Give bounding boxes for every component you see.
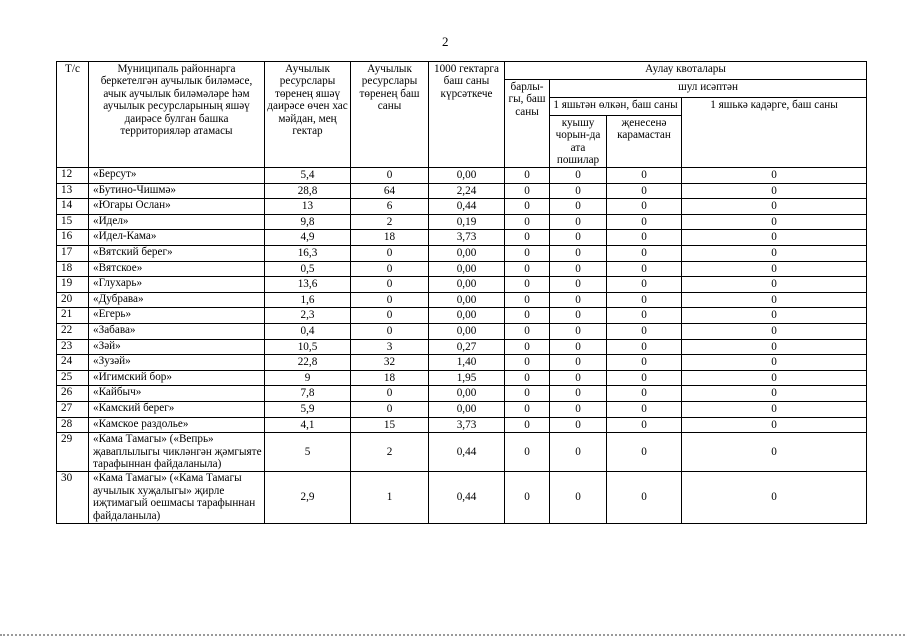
table-row (57, 386, 867, 402)
area-value: 13 (265, 199, 351, 215)
quota-total: 0 (505, 433, 550, 472)
count-value: 1 (351, 472, 429, 524)
scan-edge-divider (0, 634, 905, 636)
table-row (57, 183, 867, 199)
area-value: 28,8 (265, 183, 351, 199)
quota-males: 0 (550, 277, 607, 293)
count-value: 0 (351, 245, 429, 261)
quota-no-sex: 0 (607, 370, 682, 386)
count-value: 0 (351, 277, 429, 293)
quota-total: 0 (505, 401, 550, 417)
row-number: 16 (57, 230, 89, 246)
count-value: 18 (351, 370, 429, 386)
header-males: куышу чорын-да ата пошилар (550, 116, 607, 168)
row-number: 15 (57, 214, 89, 230)
territory-name: «Идел-Кама» (89, 230, 265, 246)
page-number: 2 (442, 34, 449, 49)
row-number: 24 (57, 355, 89, 371)
row-number: 12 (57, 168, 89, 184)
quota-males: 0 (550, 168, 607, 184)
density-value: 0,00 (429, 292, 505, 308)
row-number: 17 (57, 245, 89, 261)
territory-name: «Вятский берег» (89, 245, 265, 261)
quota-males: 0 (550, 472, 607, 524)
territory-name: «Идел» (89, 214, 265, 230)
territory-name: «Камское раздолье» (89, 417, 265, 433)
quota-young: 0 (682, 339, 867, 355)
quota-young: 0 (682, 323, 867, 339)
density-value: 1,40 (429, 355, 505, 371)
header-name: Муниципаль районнарга беркетелгән аучылык биләмәсе, ачык аучылык биләмәләре һәм аучылык ресурсларының яшәү даирәсе булган башка территорияләр атамасы (89, 62, 265, 168)
count-value: 32 (351, 355, 429, 371)
header-older: 1 яшьтән өлкән, баш саны (550, 98, 682, 116)
quota-total: 0 (505, 472, 550, 524)
row-number: 25 (57, 370, 89, 386)
quota-males: 0 (550, 261, 607, 277)
quota-total: 0 (505, 261, 550, 277)
territory-name: «Дубрава» (89, 292, 265, 308)
quota-total: 0 (505, 292, 550, 308)
territory-name: «Кама Тамагы» («Кама Тамагы аучылык хуҗалыгы» җирле иҗтимагый оешмасы тарафыннан файдаланыла) (89, 472, 265, 524)
density-value: 3,73 (429, 230, 505, 246)
quota-no-sex: 0 (607, 323, 682, 339)
area-value: 9,8 (265, 214, 351, 230)
header-no-sex: җенесенә карамастан (607, 116, 682, 168)
quota-no-sex: 0 (607, 308, 682, 324)
area-value: 2,3 (265, 308, 351, 324)
quota-young: 0 (682, 183, 867, 199)
territory-name: «Бутино-Чишмә» (89, 183, 265, 199)
density-value: 3,73 (429, 417, 505, 433)
quota-no-sex: 0 (607, 230, 682, 246)
quota-total: 0 (505, 386, 550, 402)
density-value: 2,24 (429, 183, 505, 199)
quota-young: 0 (682, 417, 867, 433)
quota-males: 0 (550, 370, 607, 386)
density-value: 0,44 (429, 433, 505, 472)
quota-young: 0 (682, 308, 867, 324)
count-value: 0 (351, 308, 429, 324)
row-number: 28 (57, 417, 89, 433)
area-value: 0,5 (265, 261, 351, 277)
area-value: 0,4 (265, 323, 351, 339)
quota-males: 0 (550, 339, 607, 355)
area-value: 5 (265, 433, 351, 472)
quota-no-sex: 0 (607, 355, 682, 371)
quota-total: 0 (505, 214, 550, 230)
quota-no-sex: 0 (607, 292, 682, 308)
quota-young: 0 (682, 355, 867, 371)
table-row (57, 261, 867, 277)
quota-no-sex: 0 (607, 472, 682, 524)
territory-name: «Игимский бор» (89, 370, 265, 386)
density-value: 0,00 (429, 277, 505, 293)
table-row (57, 417, 867, 433)
area-value: 1,6 (265, 292, 351, 308)
quota-no-sex: 0 (607, 401, 682, 417)
area-value: 4,9 (265, 230, 351, 246)
density-value: 0,00 (429, 386, 505, 402)
quota-males: 0 (550, 417, 607, 433)
quota-young: 0 (682, 214, 867, 230)
table-row (57, 472, 867, 524)
row-number: 13 (57, 183, 89, 199)
quota-young: 0 (682, 245, 867, 261)
density-value: 1,95 (429, 370, 505, 386)
count-value: 15 (351, 417, 429, 433)
area-value: 22,8 (265, 355, 351, 371)
row-number: 14 (57, 199, 89, 215)
density-value: 0,00 (429, 308, 505, 324)
quota-total: 0 (505, 417, 550, 433)
density-value: 0,27 (429, 339, 505, 355)
table-row (57, 339, 867, 355)
quota-total: 0 (505, 199, 550, 215)
quota-young: 0 (682, 472, 867, 524)
quota-total: 0 (505, 370, 550, 386)
quota-no-sex: 0 (607, 417, 682, 433)
row-number: 20 (57, 292, 89, 308)
count-value: 18 (351, 230, 429, 246)
count-value: 0 (351, 292, 429, 308)
quota-young: 0 (682, 292, 867, 308)
territory-name: «Глухарь» (89, 277, 265, 293)
quota-males: 0 (550, 292, 607, 308)
territory-name: «Югары Ослан» (89, 199, 265, 215)
table-row (57, 168, 867, 184)
quota-males: 0 (550, 308, 607, 324)
quota-no-sex: 0 (607, 199, 682, 215)
quota-young: 0 (682, 433, 867, 472)
density-value: 0,00 (429, 245, 505, 261)
quota-males: 0 (550, 323, 607, 339)
area-value: 7,8 (265, 386, 351, 402)
table-row (57, 401, 867, 417)
header-count: Аучылык ресурслары төренең баш саны (351, 62, 429, 168)
quota-total: 0 (505, 230, 550, 246)
row-number: 23 (57, 339, 89, 355)
territory-name: «Забава» (89, 323, 265, 339)
quota-males: 0 (550, 386, 607, 402)
quota-young: 0 (682, 277, 867, 293)
quota-no-sex: 0 (607, 339, 682, 355)
count-value: 0 (351, 401, 429, 417)
area-value: 10,5 (265, 339, 351, 355)
density-value: 0,00 (429, 261, 505, 277)
quota-total: 0 (505, 277, 550, 293)
quota-total: 0 (505, 245, 550, 261)
quota-young: 0 (682, 386, 867, 402)
quota-males: 0 (550, 245, 607, 261)
hunting-quota-table (56, 61, 867, 524)
area-value: 13,6 (265, 277, 351, 293)
header-quota: Аулау квоталары (505, 62, 867, 80)
count-value: 3 (351, 339, 429, 355)
area-value: 5,9 (265, 401, 351, 417)
quota-males: 0 (550, 433, 607, 472)
table-row (57, 245, 867, 261)
quota-no-sex: 0 (607, 386, 682, 402)
territory-name: «Камский берег» (89, 401, 265, 417)
row-number: 30 (57, 472, 89, 524)
table-body (57, 168, 867, 524)
territory-name: «Кама Тамагы» («Вепрь» җаваплылыгы чикләнгән җәмгыяте тарафыннан файдаланыла) (89, 433, 265, 472)
table-row (57, 308, 867, 324)
quota-total: 0 (505, 323, 550, 339)
quota-young: 0 (682, 261, 867, 277)
table-row (57, 433, 867, 472)
count-value: 2 (351, 214, 429, 230)
row-number: 26 (57, 386, 89, 402)
row-number: 19 (57, 277, 89, 293)
quota-no-sex: 0 (607, 277, 682, 293)
table-row (57, 230, 867, 246)
table-row (57, 355, 867, 371)
table-row (57, 277, 867, 293)
table-row (57, 214, 867, 230)
table-row (57, 370, 867, 386)
territory-name: «Зәй» (89, 339, 265, 355)
quota-young: 0 (682, 230, 867, 246)
quota-males: 0 (550, 199, 607, 215)
density-value: 0,44 (429, 199, 505, 215)
territory-name: «Вятское» (89, 261, 265, 277)
quota-no-sex: 0 (607, 433, 682, 472)
density-value: 0,19 (429, 214, 505, 230)
area-value: 16,3 (265, 245, 351, 261)
header-num: Т/с (57, 62, 89, 168)
row-number: 21 (57, 308, 89, 324)
area-value: 2,9 (265, 472, 351, 524)
quota-males: 0 (550, 183, 607, 199)
count-value: 0 (351, 261, 429, 277)
quota-young: 0 (682, 168, 867, 184)
quota-total: 0 (505, 355, 550, 371)
quota-males: 0 (550, 355, 607, 371)
count-value: 2 (351, 433, 429, 472)
quota-total: 0 (505, 339, 550, 355)
quota-no-sex: 0 (607, 261, 682, 277)
density-value: 0,44 (429, 472, 505, 524)
density-value: 0,00 (429, 168, 505, 184)
header-density: 1000 гектарга баш саны күрсәткече (429, 62, 505, 168)
header-including: шул исәптән (550, 80, 867, 98)
row-number: 27 (57, 401, 89, 417)
count-value: 0 (351, 323, 429, 339)
area-value: 5,4 (265, 168, 351, 184)
quota-total: 0 (505, 168, 550, 184)
quota-males: 0 (550, 230, 607, 246)
row-number: 29 (57, 433, 89, 472)
quota-young: 0 (682, 370, 867, 386)
table-row (57, 292, 867, 308)
quota-no-sex: 0 (607, 183, 682, 199)
quota-total: 0 (505, 308, 550, 324)
count-value: 0 (351, 386, 429, 402)
quota-young: 0 (682, 199, 867, 215)
table-row (57, 199, 867, 215)
quota-males: 0 (550, 214, 607, 230)
quota-males: 0 (550, 401, 607, 417)
table-row (57, 323, 867, 339)
density-value: 0,00 (429, 323, 505, 339)
quota-no-sex: 0 (607, 168, 682, 184)
count-value: 0 (351, 168, 429, 184)
header-total: барлы-гы, баш саны (505, 80, 550, 168)
row-number: 22 (57, 323, 89, 339)
quota-no-sex: 0 (607, 214, 682, 230)
territory-name: «Берсут» (89, 168, 265, 184)
territory-name: «Егерь» (89, 308, 265, 324)
territory-name: «Кайбыч» (89, 386, 265, 402)
header-younger: 1 яшькә кадәрге, баш саны (682, 98, 867, 168)
quota-total: 0 (505, 183, 550, 199)
density-value: 0,00 (429, 401, 505, 417)
count-value: 6 (351, 199, 429, 215)
area-value: 4,1 (265, 417, 351, 433)
header-area: Аучылык ресурслары төренең яшәү даирәсе өчен хас мәйдан, мең гектар (265, 62, 351, 168)
area-value: 9 (265, 370, 351, 386)
territory-name: «Зузәй» (89, 355, 265, 371)
count-value: 64 (351, 183, 429, 199)
row-number: 18 (57, 261, 89, 277)
quota-young: 0 (682, 401, 867, 417)
quota-no-sex: 0 (607, 245, 682, 261)
